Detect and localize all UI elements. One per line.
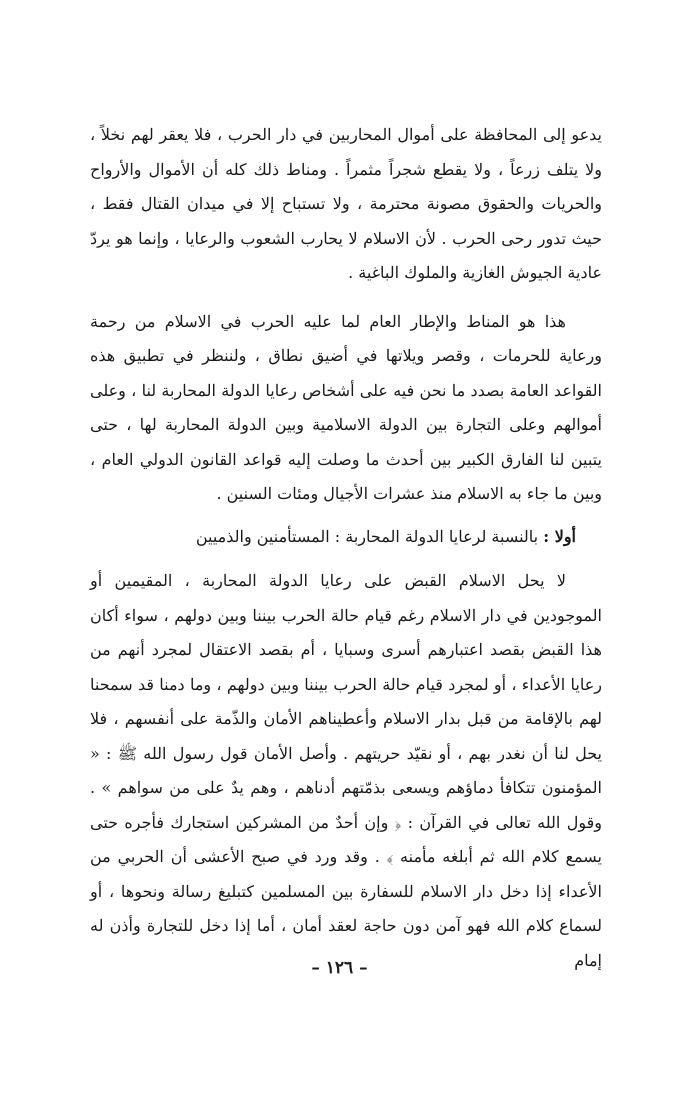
section-heading-text: بالنسبة لرعايا الدولة المحاربة : المستأمنين والذميين [195,526,539,546]
page-number: – ١٢٦ – [311,958,368,978]
section-heading [90,520,602,555]
page-body [90,118,602,978]
paragraph-1: يدعو إلى المحافظة على أموال المحاربين في دار الحرب ، فلا يعقر لهم نخلاً ، ولا يتلف زرعاً ، ولا يقطع شجراً مثمراً . ومناط ذلك كله أن الأموال والأرواح والحريات والحقوق مصونة محترمة ، ولا تستباح إلا في ميدان القتال فقط ، حيث تدور رحى الحرب . لأن الاسلام لا يحارب الشعوب والرعايا ، وإنما هو يردّ عادية الجيوش الغازية والملوك الباغية . [90,125,602,282]
paragraph-3: لا يحل الاسلام القبض على رعايا الدولة المحاربة ، المقيمين أو الموجودين في دار الاسلام رغم قيام حالة الحرب بيننا وبين دولهم ، سواء أكان هذا القبض بقصد اعتبارهم أسرى وسبايا ، أم بقصد الاعتقال لمجرد أنهم من رعايا الأعداء ، أو لمجرد قيام حالة الحرب بيننا وبين دولهم ، وما دمنا قد سمحنا لهم بالإقامة من قبل بدار الاسلام وأعطيناهم الأمان والذّمة على أنفسهم ، فلا يحل لنا أن نغدر بهم ، أو نقيّد حريتهم . وأصل الأمان قول رسول الله ﷺ : « المؤمنون تتكافأ دماؤهم ويسعى بذمّتهم أدناهم ، وهم يدٌ على من سواهم » . وقول الله تعالى في القرآن : ﴿ وإن أحدٌ من المشركين استجارك فأجره حتى يسمع كلام الله ثم أبلغه مأمنه ﴾ . وقد ورد في صبح الأعشى أن الحربي من الأعداء إذا دخل دار الاسلام للسفارة بين المسلمين كتبليغ رسالة ونحوها ، أو لسماع كلام الله فهو آمن دون حاجة لعقد أمان ، أما إذا دخل للتجارة وأذن له إمام [90,571,602,970]
section-heading-label: أولا : [543,526,576,546]
paragraph-spacer [90,554,602,564]
paragraph-spacer [90,291,602,305]
paragraph-spacer [90,512,602,520]
paragraph-2: هذا هو المناط والإطار العام لما عليه الحرب في الاسلام من رحمة ورعاية للحرمات ، وقصر ويلاتها في أضيق نطاق ، ولننظر في تطبيق هذه القواعد العامة بصدد ما نحن فيه على أشخاص رعايا الدولة المحاربة لنا ، وعلى أموالهم وعلى التجارة بين الدولة الاسلامية وبين الدولة المحاربة لها ، حتى يتبين لنا الفارق الكبير بين أحدث ما وصلت إليه قواعد القانون الدولي العام ، وبين ما جاء به الاسلام منذ عشرات الأجيال ومئات السنين . [90,311,602,503]
